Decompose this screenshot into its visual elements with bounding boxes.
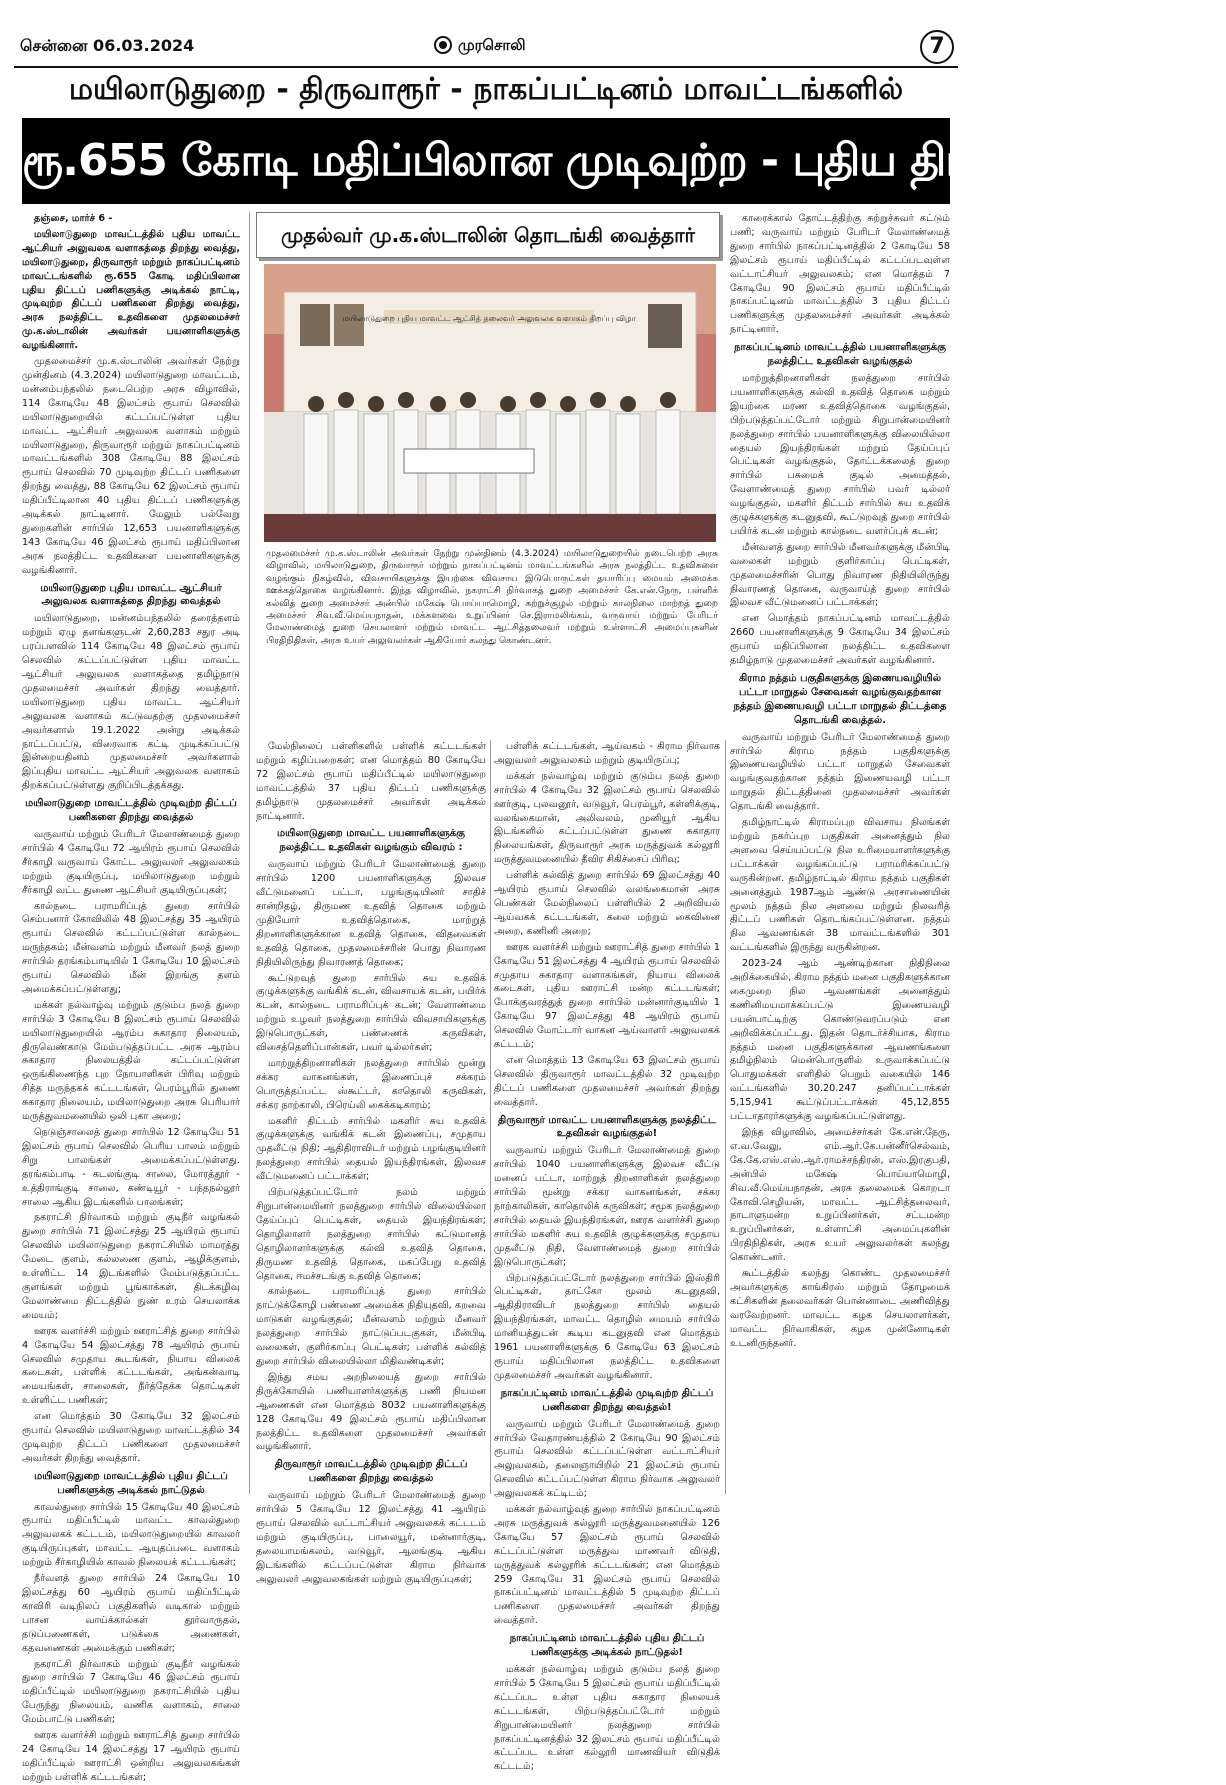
paragraph: பிற்படுத்தப்பட்டோர் நலம் மற்றும் சிறுபான்மையினர் நலத்துறை சார்பில் விலையில்லா தேய்ப்புப் பெட்டிகள், தையல் இயந்திரங்கள்; தொழிலாளர் நலத்துறை சார்பில் கட்டுமானத் தொழிலாளர்களுக்கு கல்வி உதவித் தொகை, திருமண உதவித் தொகை, மகப்பேறு உதவித் தொகை, ஈமச்சடங்கு உதவித் தொகை; xyxy=(256,1187,486,1282)
paragraph: பிற்படுத்தப்பட்டோர் நலத்துறை சார்பில் இஸ்திரி பெட்டிகள், தாட்கோ மூலம் கடனுதவி, ஆதிதிராவிடர் நலத்துறை சார்பில் தையல் இயந்திரங்கள், மாவட்ட தொழில் மையம் சார்பில் மானியத்துடன் கூடிய கடனுதவி என மொத்தம் 1961 பயனாளிகளுக்கு 6 கோடியே 63 இலட்சம் ரூபாய் மதிப்பிலான நலத்திட்ட உதவிகளை முதலமைச்சர் அவர்கள் வழங்கினார். xyxy=(494,1272,720,1381)
paragraph: மேல்நிலைப் பள்ளிகளில் பள்ளிக் கட்டடங்கள் மற்றும் கழிப்பறைகள்; என மொத்தம் 80 கோடியே 72 இலட்சம் ரூபாய் மதிப்பீட்டில் மயிலாடுதுறை மாவட்டத்தில் 37 புதிய திட்டப் பணிகளுக்கு தமிழ்நாடு முதலமைச்சர் அவர்கள் அடிக்கல் நாட்டினார். xyxy=(256,741,486,822)
paragraph: முதலமைச்சர் மு.க.ஸ்டாலின் அவர்கள் நேற்று முன்தினம் (4.3.2024) மயிலாடுதுறை மாவட்டம், மன்னம்பந்தலில் நடைபெற்ற அரசு விழாவில், 114 கோடியே 48 இலட்சம் ரூபாய் செலவில் மயிலாடுதுறையில் கட்டப்பட்டுள்ள புதிய மாவட்ட ஆட்சியர் அலுவலக வளாகம் மற்றும் மயிலாடுதுறை, திருவாரூர் மற்றும் நாகப்பட்டினம் மாவட்டங்களில் 308 கோடியே 88 இலட்சம் ரூபாய் செலவில் 70 முடிவுற்ற திட்டப் பணிகளை திறந்து வைத்து, 88 கோடியே 62 இலட்சம் ரூபாய் மதிப்பீட்டிலான 40 புதிய திட்டப் பணிகளுக்கு அடிக்கல் நாட்டினார். மேலும் பல்வேறு துறைகளின் சார்பில் 12,653 பயனாளிகளுக்கு 143 கோடியே 46 இலட்சம் ரூபாய் மதிப்பிலான அரசு நலத்திட்ட உதவிகளை பயனாளிகளுக்கு வழங்கினார். xyxy=(22,356,240,576)
subheading: மயிலாடுதுறை மாவட்டத்தில் புதிய திட்டப் பணிகளுக்கு அடிக்கல் நாட்டுதல் xyxy=(34,1470,228,1496)
subheading: திருவாரூர் மாவட்ட பயனாளிகளுக்கு நலத்திட்ட உதவிகள் வழங்குதல்! xyxy=(498,1114,716,1140)
ceremonial-cheque xyxy=(404,449,534,473)
paragraph: காரைக்கால் தோட்டத்திற்கு சுற்றுச்சுவர் கட்டும் பணி; வருவாய் மற்றும் பேரிடர் மேலாண்மைத் துறை சார்பில் நாகப்பட்டினத்தில் 2 கோடியே 58 இலட்சம் ரூபாய் மதிப்பீட்டில் கட்டப்படவுள்ள வட்டாட்சியர் அலுவலகம்; என மொத்தம் 7 கோடியே 90 இலட்சம் ரூபாய் மதிப்பீட்டில் நாகப்பட்டினம் மாவட்டத்தில் 3 புதிய திட்டப் பணிகளுக்கு முதலமைச்சர் அவர்கள் அடிக்கல் நாட்டினார். xyxy=(730,213,950,336)
paragraph: மக்கள் நல்வாழ்வு மற்றும் குடும்ப நலத் துறை சார்பில் 4 கோடியே 32 இலட்சம் ரூபாய் செலவில் ஊர்குடி, புலவனூர், வடுவூர், பெரம்பூர், கள்ளிக்குடி, வலங்கைமான், அலிவலம், முனியூர் ஆகிய இடங்களில் கட்டப்பட்டுள்ள துணை சுகாதார நிலையங்கள், திருவாரூர் அரசு மருத்துவக் கல்லூரி மருத்துவமனையில் தீவிர சிகிச்சைப் பிரிவு; xyxy=(494,770,720,866)
subheading: கிராம நத்தம் பகுதிகளுக்கு இணையவழியில் பட்டா மாறுதல் சேவைகள் வழங்குவதற்கான நத்தம் இணையவழி பட்டா மாறுதல் திட்டத்தை தொடங்கி வைத்தல். xyxy=(733,673,947,726)
lead-paragraph: மயிலாடுதுறை மாவட்டத்தில் புதிய மாவட்ட ஆட்சியர் அலுவலக வளாகத்தை திறந்து வைத்து, மயிலாடுதுறை, திருவாரூர் மற்றும் நாகப்பட்டினம் மாவட்டங்களில் ரூ.655 கோடி மதிப்பிலான புதிய திட்டப் பணிகளுக்கு அடிக்கல் நாட்டி, முடிவுற்ற திட்டப் பணிகளை திறந்து வைத்து, அரசு நலத்திட்ட உதவிகளை முதலமைச்சர் மு.க.ஸ்டாலின் அவர்கள் பயனாளிகளுக்கு வழங்கினார். xyxy=(22,228,240,352)
article-column-2 xyxy=(256,740,486,1585)
article-column-1 xyxy=(22,212,240,1783)
paragraph: கால்நடை பராமரிப்புத் துறை சார்பில் நாட்டுக்கோழி பண்ணை அமைக்க நிதியுதவி, கறவை மாடுகள் வழங்குதல்; மீன்வளம் மற்றும் மீனவர் நலத்துறை சார்பில் நாட்டுப்படகுகள், மீன்பிடி வலைகள், குளிர்காப்பு பெட்டிகள்; பள்ளிக் கல்வித் துறை சார்பில் விலையில்லா மிதிவண்டிகள்; xyxy=(256,1286,486,1367)
photo-banner-text: மயிலாடுதுறை புதிய மாவட்ட ஆட்சித் தலைவர் அலுவலக வளாகம் திறப்பு விழா xyxy=(342,314,636,323)
headline-top-line: மயிலாடுதுறை - திருவாரூர் - நாகப்பட்டினம் மாவட்டங்களில் xyxy=(68,72,904,107)
paragraph: வருவாய் மற்றும் பேரிடர் மேலாண்மைத் துறை சார்பில் கிராம நத்தம் பகுதிகளுக்கு இணையவழியில் பட்டா மாறுதல் சேவைகள் வழங்குவதற்கான நத்தம் இணையவழி பட்டா மாறுதல் திட்டத்தினை முதலமைச்சர் அவர்கள் தொடங்கி வைத்தார். xyxy=(730,731,950,813)
strap-headline: முதல்வர் மு.க.ஸ்டாலின் தொடங்கி வைத்தார் xyxy=(256,212,720,258)
paragraph: மகளிர் திட்டம் சார்பில் மகளிர் சுய உதவிக் குழுக்களுக்கு வங்கிக் கடன் இணைப்பு, சமுதாய முதலீட்டு நிதி; ஆதிதிராவிடர் மற்றும் பழங்குடியினர் நலத்துறை சார்பில் தையல் இயந்திரங்கள், இலவச வீட்டுமனைப் பட்டாக்கள்; xyxy=(256,1115,486,1183)
paragraph: நகராட்சி நிர்வாகம் மற்றும் குடிநீர் வழங்கல் துறை சார்பில் 7 கோடியே 46 இலட்சம் ரூபாய் மதிப்பீட்டில் மயிலாடுதுறை நகராட்சியில் புதிய பேருந்து நிலையம், வணிக வளாகம், சாலை மேம்பாட்டு பணிகள்; xyxy=(22,1658,240,1726)
paragraph: இந்த விழாவில், அமைச்சர்கள் கே.என்.நேரு, எ.வ.வேலு, எம்.ஆர்.கே.பன்னீர்செல்வம், கே.கே.எஸ்.எஸ்.ஆர்.ராமச்சந்திரன், எஸ்.இரகுபதி, அன்பில் மகேஷ் பொய்யாமொழி, சிவ.வீ.மெய்யநாதன், அரசு தலைமைக் கொறடா கோவி.செழியன், மாவட்ட ஆட்சித்தலைவர், நாடாளுமன்ற உறுப்பினர்கள், சட்டமன்ற உறுப்பினர்கள், உள்ளாட்சி அமைப்புகளின் பிரதிநிதிகள், அரசு உயர் அலுவலர்கள் கலந்து கொண்டனர். xyxy=(730,1127,950,1264)
paragraph: வருவாய் மற்றும் பேரிடர் மேலாண்மைத் துறை சார்பில் 4 கோடியே 72 ஆயிரம் ரூபாய் செலவில் சீர்காழி வருவாய் கோட்ட அலுவலர் அலுவலகம் மற்றும் குடியிருப்பு, மயிலாடுதுறை மற்றும் சீர்காழி வட்ட துணை ஆட்சியர் குடியிருப்புகள்; xyxy=(22,828,240,896)
event-photo-illustration xyxy=(264,264,716,542)
column-divider xyxy=(490,740,491,1494)
sun-logo-icon xyxy=(434,36,452,54)
subheading: நாகப்பட்டினம் மாவட்டத்தில் பயனாளிகளுக்கு நலத்திட்ட உதவிகள் வழங்குதல் xyxy=(734,342,946,368)
subheading: மயிலாடுதுறை புதிய மாவட்ட ஆட்சியர் அலுவலக வளாகத்தை திறந்து வைத்தல் xyxy=(40,582,222,608)
subheading: மயிலாடுதுறை மாவட்ட பயனாளிகளுக்கு நலத்திட்ட உதவிகள் வழங்கும் விவரம் : xyxy=(277,828,465,854)
paragraph: என மொத்தம் 30 கோடியே 32 இலட்சம் ரூபாய் செலவில் மயிலாடுதுறை மாவட்டத்தில் 34 முடிவுற்ற திட்டப் பணிகளை முதலமைச்சர் அவர்கள் திறந்து வைத்தார். xyxy=(22,1411,240,1464)
paragraph: மயிலாடுதுறை, மன்னம்பந்தலில் தரைத்தளம் மற்றும் ஏழு தளங்களுடன் 2,60,283 சதுர அடி பரப்பளவில் 114 கோடியே 48 இலட்சம் ரூபாய் செலவில் கட்டப்பட்டுள்ள புதிய மாவட்ட ஆட்சியர் அலுவலக வளாகத்தை தமிழ்நாடு முதலமைச்சர் அவர்கள் திறந்து வைத்தார். மயிலாடுதுறை புதிய மாவட்ட ஆட்சியர் அலுவலக வளாகம் கட்டுவதற்கு முதலமைச்சர் அவர்களால் 19.1.2022 அன்று அடிக்கல் நாட்டப்பட்டு, விரைவாக கட்டி முடிக்கப்பட்டு இன்றையதினம் முதலமைச்சர் அவர்களால் இப்புதிய மாவட்ட ஆட்சியர் அலுவலக வளாகம் திறக்கப்பட்டுள்ளது குறிப்பிடத்தக்கது. xyxy=(22,613,240,792)
paragraph: வருவாய் மற்றும் பேரிடர் மேலாண்மைத் துறை சார்பில் 1200 பயனாளிகளுக்கு இலவச வீட்டுமனைப் பட்டா, பழங்குடியினர் சாதிச் சான்றிதழ், திருமண உதவித் தொகை மற்றும் முதியோர் உதவித்தொகை, மாற்றுத் திறனாளிகளுக்கான உதவித் தொகை, விதவைகள் உதவித் தொகை, முதலமைச்சரின் பொது நிவாரண நிதியிலிருந்து நிவாரணத் தொகை; xyxy=(256,859,486,968)
paragraph: வருவாய் மற்றும் பேரிடர் மேலாண்மைத் துறை சார்பில் வேதாரண்யத்தில் 2 கோடியே 90 இலட்சம் ரூபாய் செலவில் கட்டப்பட்டுள்ள வட்டாட்சியர் அலுவலகம், தலைஞாயிறில் 21 இலட்சம் ரூபாய் செலவில் கட்டப்பட்டுள்ள கிராம நிர்வாக அலுவலர் அலுவலகக் கட்டிடம்; xyxy=(494,1418,720,1500)
paragraph: மக்கள் நல்வாழ்வுத் துறை சார்பில் நாகப்பட்டினம் அரசு மருத்துவக் கல்லூரி மருத்துவமனையில் 126 கோடியே 57 இலட்சம் ரூபாய் செலவில் கட்டப்பட்டுள்ள மருத்துவ மாணவர் விடுதி, மருத்துவக் கல்லூரிக் கட்டடங்கள்; என மொத்தம் 259 கோடியே 31 இலட்சம் ரூபாய் செலவில் நாகப்பட்டினம் மாவட்டத்தில் 5 முடிவுற்ற திட்டப் பணிகளை முதலமைச்சர் அவர்கள் திறந்து வைத்தார். xyxy=(494,1504,720,1627)
masthead xyxy=(0,0,972,62)
paragraph: கால்நடை பராமரிப்புத் துறை சார்பில் செம்பனார் கோவிலில் 48 இலட்சத்து 35 ஆயிரம் ரூபாய் செலவில் கட்டப்பட்டுள்ள கால்நடை மருந்தகம்; மீன்வளம் மற்றும் மீனவர் நலத் துறை சார்பில் தரங்கம்பாடியில் 1 கோடியே 10 இலட்சம் ரூபாய் செலவில் மீன் இறங்கு தளம் அமைக்கப்பட்டுள்ளது; xyxy=(22,900,240,995)
paragraph: இந்து சமய அறநிலையத் துறை சார்பில் திருக்கோயில் பணியாளர்களுக்கு பணி நியமன ஆணைகள் என மொத்தம் 8032 பயனாளிகளுக்கு 128 கோடியே 49 இலட்சம் ரூபாய் மதிப்பிலான நலத்திட்ட உதவிகளை முதலமைச்சர் அவர்கள் வழங்கினார். xyxy=(256,1371,486,1453)
paragraph: மக்கள் நல்வாழ்வு மற்றும் குடும்ப நலத் துறை சார்பில் 3 கோடியே 8 இலட்சம் ரூபாய் செலவில் மயிலாடுதுறையில் ஆரம்ப சுகாதார நிலையம், திருவெண்காடு மேம்படுத்தப்பட்ட அரசு ஆரம்ப சுகாதார நிலையத்தில் கட்டப்பட்டுள்ள ஒருங்கிணைந்த புற நோயாளிகள் பிரிவு மற்றும் சித்த மருந்தகக் கட்டடங்கள், பெரம்பூரில் துணை சுகாதார நிலையம், மயிலாடுதுறை அரசு பெரியார் மருத்துவமனையில் ஒலி புகா அறை; xyxy=(22,999,240,1123)
subheading: நாகப்பட்டினம் மாவட்டத்தில் முடிவுற்ற திட்டப் பணிகளை திறந்து வைத்தல்! xyxy=(500,1387,714,1413)
city-date: சென்னை 06.03.2024 xyxy=(20,36,195,55)
page-number: 7 xyxy=(920,30,954,64)
dateline: தஞ்சை, மார்ச் 6 - xyxy=(34,213,113,224)
paper-name xyxy=(434,36,526,56)
paragraph: பள்ளிக் கல்வித் துறை சார்பில் 69 இலட்சத்து 40 ஆயிரம் ரூபாய் செலவில் வலங்கைமான் அரசு பெண்கள் மேல்நிலைப் பள்ளியில் 2 அறிவியல் ஆய்வகக் கட்டடங்கள், கலை மற்றும் கைவினை அறை, கணினி அறை; xyxy=(494,870,720,937)
paragraph: மக்கள் நல்வாழ்வு மற்றும் குடும்ப நலத் துறை சார்பில் 5 கோடியே 5 இலட்சம் ரூபாய் மதிப்பீட்டில் கட்டப்பட உள்ள புதிய சுகாதார நிலையக் கட்டடங்கள், பிற்படுத்தப்பட்டோர் மற்றும் சிறுபான்மையினர் நலத்துறை சார்பில் நாகப்பட்டினத்தில் 32 இலட்சம் ரூபாய் மதிப்பீட்டில் கட்டப்பட உள்ள கல்லூரி மாணவியர் விடுதிக் கட்டடம்; xyxy=(494,1664,720,1773)
paragraph: காவல்துறை சார்பில் 15 கோடியே 40 இலட்சம் ரூபாய் மதிப்பீட்டில் மாவட்ட காவல்துறை அலுவலகக் கட்டடம், மயிலாடுதுறையில் காவலர் குடியிருப்புகள், மாவட்ட ஆயுதப்படை வளாகம் மற்றும் சீர்காழியில் காவல் நிலையக் கட்டடங்கள்; xyxy=(22,1501,240,1569)
paragraph: வருவாய் மற்றும் பேரிடர் மேலாண்மைத் துறை சார்பில் 1040 பயனாளிகளுக்கு இலவச வீட்டு மனைப் பட்டா, மாற்றுத் திறனாளிகள் நலத்துறை சார்பில் மூன்று சக்கர வாகனங்கள், சக்கர நாற்காலிகள், காதொலிக் கருவிகள்; சமூக நலத்துறை சார்பில் தையல் இயந்திரங்கள், ஊரக வளர்ச்சி துறை சார்பில் மகளிர் சுய உதவிக் குழுக்களுக்கு சமுதாய முதலீட்டு நிதி, வேளாண்மைத் துறை சார்பில் இடுபொருட்கள்; xyxy=(494,1145,720,1268)
paragraph: நெடுஞ்சாலைத் துறை சார்பில் 12 கோடியே 51 இலட்சம் ரூபாய் செலவில் பெரிய பாலம் மற்றும் சிறு பாலங்கள் அமைக்கப்பட்டுள்ளது. தரங்கம்பாடி - கடலங்குடி சாலை, மோரத்தூர் - உத்திராங்குடி சாலை, கண்டியூர் - பந்தநல்லூர் சாலை ஆகிய இடங்களில் பாலங்கள்; xyxy=(22,1127,240,1208)
paragraph: கூட்டுறவுத் துறை சார்பில் சுய உதவிக் குழுக்களுக்கு வங்கிக் கடன், விவசாயக் கடன், பயிர்க் கடன், கால்நடை பராமரிப்புக் கடன்; வேளாண்மை மற்றும் உழவர் நலத்துறை சார்பில் விவசாயிகளுக்கு இடுபொருட்கள், பண்ணைக் கருவிகள், விசைத்தெளிப்பான்கள், பவர் டில்லர்கள்; xyxy=(256,972,486,1054)
paragraph: நீர்வளத் துறை சார்பில் 24 கோடியே 10 இலட்சத்து 60 ஆயிரம் ரூபாய் மதிப்பீட்டில் காவிரி வடிநிலப் பகுதிகளில் வடிகால் மற்றும் பாசன வாய்க்கால்கள் தூர்வாருதல், தடுப்பணைகள், படுக்கை அணைகள், கதவணைகள் அமைக்கும் பணிகள்; xyxy=(22,1573,240,1654)
paragraph: 2023-24 ஆம் ஆண்டிற்கான நிதிநிலை அறிக்கையில், கிராம நத்தம் மனை பகுதிகளுக்கான கைமுறை நில ஆவணங்கள் அனைத்தும் கணினிமயமாக்கப்பட்டு இணையவழி பயன்பாட்டிற்கு கொண்டுவரப்படும் என அறிவிக்கப்பட்டது. இதன் தொடர்ச்சியாக, கிராம நத்தம் மனை பகுதிகளுக்கான ஆவணங்களை தமிழ்நிலம் மென்பொருளில் உருவாக்கப்பட்டு பொதுமக்கள் எளிதில் பெறும் வகையில் 146 வட்டங்களில் 30.20.247 தனிப்பட்டாக்கள் 5,15,941 கூட்டுப்பட்டாக்கள் 45,12,855 பட்டாதாரர்களுக்கு வழங்கப்பட்டுள்ளது. xyxy=(730,958,950,1123)
column-divider xyxy=(249,212,250,1494)
paragraph: ஊரக வளர்ச்சி மற்றும் ஊராட்சித் துறை சார்பில் 4 கோடியே 54 இலட்சத்து 78 ஆயிரம் ரூபாய் செலவில் சமுதாய கூடங்கள், நியாய விலைக் கடைகள், பள்ளிக் கட்டடங்கள், அங்கன்வாடி மையங்கள், சாலைகள், நீர்த்தேக்க தொட்டிகள் உள்ளிட்ட பணிகள்; xyxy=(22,1325,240,1407)
paragraph: கூட்டத்தில் கலந்து கொண்ட முதலமைச்சர் அவர்களுக்கு காங்கிரஸ் மற்றும் தோழமைக் கட்சிகளின் தலைவர்கள் பொன்னாடை அணிவித்து வரவேற்றனர். மாவட்ட கழக செயலாளர்கள், மாவட்ட நிர்வாகிகள், கழக முன்னோடிகள் உடனிருந்தனர். xyxy=(730,1268,950,1349)
paragraph: வருவாய் மற்றும் பேரிடர் மேலாண்மைத் துறை சார்பில் 5 கோடியே 12 இலட்சத்து 41 ஆயிரம் ரூபாய் செலவில் வட்டாட்சியர் அலுவலகக் கட்டடம் மற்றும் குடியிருப்பு, பாலையூர், மன்னார்குடி, தலையாமங்கலம், வடுவூர், ஆலங்குடி ஆகிய இடங்களில் கட்டப்பட்டுள்ள கிராம நிர்வாக அலுவலர் அலுவலகங்கள் மற்றும் குடியிருப்புகள்; xyxy=(256,1490,486,1585)
article-column-3 xyxy=(494,740,720,1773)
photo-caption: முதலமைச்சர் மு.க.ஸ்டாலின் அவர்கள் நேற்று முன்தினம் (4.3.2024) மயிலாடுதுறையில் நடைபெற்ற அரசு விழாவில், மயிலாடுதுறை, திருவாரூர் மற்றும் நாகப்பட்டினம் மாவட்டங்களில் அரசு நலத்திட்ட உதவிகளை வழங்கும் நிகழ்வில், விவசாயிகளுக்கு இயற்கை விவசாய இடுபொருட்கள் தயாரிப்பு மையம் அமைக்க ஊக்கத்தொகை வழங்கினார். இந்த விழாவில், நகராட்சி நிர்வாகத் துறை அமைச்சர் கே.என்.நேரு, பள்ளிக் கல்வித் துறை அமைச்சர் அன்பில் மகேஷ் பொய்யாமொழி, சுற்றுச்சூழல் மற்றும் காலநிலை மாற்றத் துறை அமைச்சர் சிவ.வீ.மெய்யநாதன், மக்களவை உறுப்பினர் செ.இராமலிங்கம், வருவாய் மற்றும் பேரிடர் மேலாண்மைத் துறை செயலாளர் மற்றும் மாவட்ட ஆட்சித்தலைவர் மற்றும் உள்ளாட்சி அமைப்புகளின் பிரதிநிதிகள், அரசு உயர் அலுவலர்கள் ஆகியோர் கலந்து கொண்டனர். xyxy=(266,549,718,646)
paragraph: என மொத்தம் 13 கோடியே 63 இலட்சம் ரூபாய் செலவில் திருவாரூர் மாவட்டத்தில் 32 முடிவுற்ற திட்டப் பணிகளை முதலமைச்சர் அவர்கள் திறந்து வைத்தார். xyxy=(494,1054,720,1108)
paragraph: ஊரக வளர்ச்சி மற்றும் ஊராட்சித் துறை சார்பில் 1 கோடியே 51 இலட்சத்து 4 ஆயிரம் ரூபாய் செலவில் சமுதாய சுகாதார வளாகங்கள், நியாய விலைக் கடைகள், புதிய ஊராட்சி மன்ற கட்டடங்கள்; போக்குவரத்துத் துறை சார்பில் மன்னார்குடியில் 1 கோடியே 97 இலட்சத்து 48 ஆயிரம் ரூபாய் செலவில் மோட்டார் வாகன ஆய்வாளர் அலுவலகக் கட்டடம்; xyxy=(494,941,720,1051)
main-headline: ரூ.655 கோடி மதிப்பிலான முடிவுற்ற - புதிய திட்டப்பணிகள்! xyxy=(22,118,950,204)
paragraph: மாற்றுத்திறனாளிகள் நலத்துறை சார்பில் பயனாளிகளுக்கு கல்வி உதவித் தொகை மற்றும் இயற்கை மரண உதவித்தொகை வழங்குதல், பிற்படுத்தப்பட்டோர் மற்றும் சிறுபான்மையினர் நலத்துறை சார்பில் பயனாளிகளுக்கு விலையில்லா தையல் இயந்திரங்கள் மற்றும் தேய்ப்புப் பெட்டிகள் வழங்குதல், தோட்டக்கலைத் துறை சார்பில் பசுமைக் குடில் அமைத்தல், வேளாண்மைத் துறை சார்பில் பவர் டில்லர் வழங்குதல், மகளிர் திட்டம் சார்பில் சுய உதவிக் குழுக்களுக்கு கடனுதவி, கூட்டுறவுத் துறை சார்பில் பயிர்க் கடன் மற்றும் கால்நடை வளர்ப்புக் கடன்; xyxy=(730,372,950,537)
subheading: திருவாரூர் மாவட்டத்தில் முடிவுற்ற திட்டப் பணிகளை திறந்து வைத்தல் xyxy=(274,1459,468,1485)
paper-name-text: முரசொலி xyxy=(458,36,526,54)
article-column-4 xyxy=(730,212,950,1494)
paragraph: என மொத்தம் நாகப்பட்டினம் மாவட்டத்தில் 2660 பயனாளிகளுக்கு 9 கோடியே 34 இலட்சம் ரூபாய் மதிப்பிலான நலத்திட்ட உதவிகளை தமிழ்நாடு முதலமைச்சர் அவர்கள் வழங்கினார். xyxy=(730,613,950,667)
paragraph: நகராட்சி நிர்வாகம் மற்றும் குடிநீர் வழங்கல் துறை சார்பில் 71 இலட்சத்து 25 ஆயிரம் ரூபாய் செலவில் மயிலாடுதுறை நகராட்சியில் மாமரத்து மேடை குளம், கல்லணை குளம், ஆழிக்குளம், உள்ளிட்ட 14 இடங்களில் மேம்படுத்தப்பட்ட குளங்கள் மற்றும் பூங்காக்கள், திடக்கழிவு மேலாண்மை திட்டத்தில் நுண் உரம் செயலாக்க மையம்; xyxy=(22,1212,240,1321)
paragraph: தமிழ்நாட்டில் கிராமப்புற விவசாய நிலங்கள் மற்றும் நகர்ப்புற பகுதிகள் அனைத்தும் நில அளவை செய்யப்பட்டு நில உரிமையாளர்களுக்கு பட்டாக்கள் வழங்கப்பட்டு பராமரிக்கப்பட்டு வருகின்றன. தமிழ்நாட்டில் கிராம நத்தம் பகுதிகள் அனைத்தும் 1987ஆம் ஆண்டு அரசாணையின் மூலம் நத்தம் நில அளவை மற்றும் நிலவரித் திட்டப் பணிகள் தொடங்கப்பட்டுள்ளன. நத்தம் நில ஆவணங்கள் 38 மாவட்டங்களில் 301 வட்டங்களில் இருந்து வருகின்றன. xyxy=(730,817,950,954)
column-divider xyxy=(725,740,726,1494)
paragraph: மீன்வளத் துறை சார்பில் மீனவர்களுக்கு மீன்பிடி வலைகள் மற்றும் குளிர்காப்பு பெட்டிகள், முதலமைச்சரின் பொது நிவாரண நிதியிலிருந்து நிவாரணத் தொகை, வருவாய்த் துறை சார்பில் இலவச வீட்டுமனைப் பட்டாக்கள்; xyxy=(730,541,950,609)
event-photo xyxy=(264,264,716,542)
paragraph: பள்ளிக் கட்டடங்கள், ஆய்வகம் - கிராம நிர்வாக அலுவலர் அலுவலகம் மற்றும் குடியிருப்பு; xyxy=(494,741,720,766)
paragraph: ஊரக வளர்ச்சி மற்றும் ஊராட்சித் துறை சார்பில் 24 கோடியே 14 இலட்சத்து 17 ஆயிரம் ரூபாய் மதிப்பீட்டில் ஊராட்சி ஒன்றிய அலுவலகங்கள் மற்றும் பள்ளிக் கட்டடங்கள்; xyxy=(22,1730,240,1783)
subheading: மயிலாடுதுறை மாவட்டத்தில் முடிவுற்ற திட்டப் பணிகளை திறந்து வைத்தல் xyxy=(25,798,237,824)
subheading: நாகப்பட்டினம் மாவட்டத்தில் புதிய திட்டப் பணிகளுக்கு அடிக்கல் நாட்டுதல்! xyxy=(509,1633,705,1659)
paragraph: மாற்றுத்திறனாளிகள் நலத்துறை சார்பில் மூன்று சக்கர வாகனங்கள், இணைப்புச் சக்கரம் பொருத்தப்பட்ட ஸ்கூட்டர், காதொலி கருவிகள், சக்கர நாற்காலி, பிரெய்லி கைக்கடிகாரம்; xyxy=(256,1057,486,1111)
